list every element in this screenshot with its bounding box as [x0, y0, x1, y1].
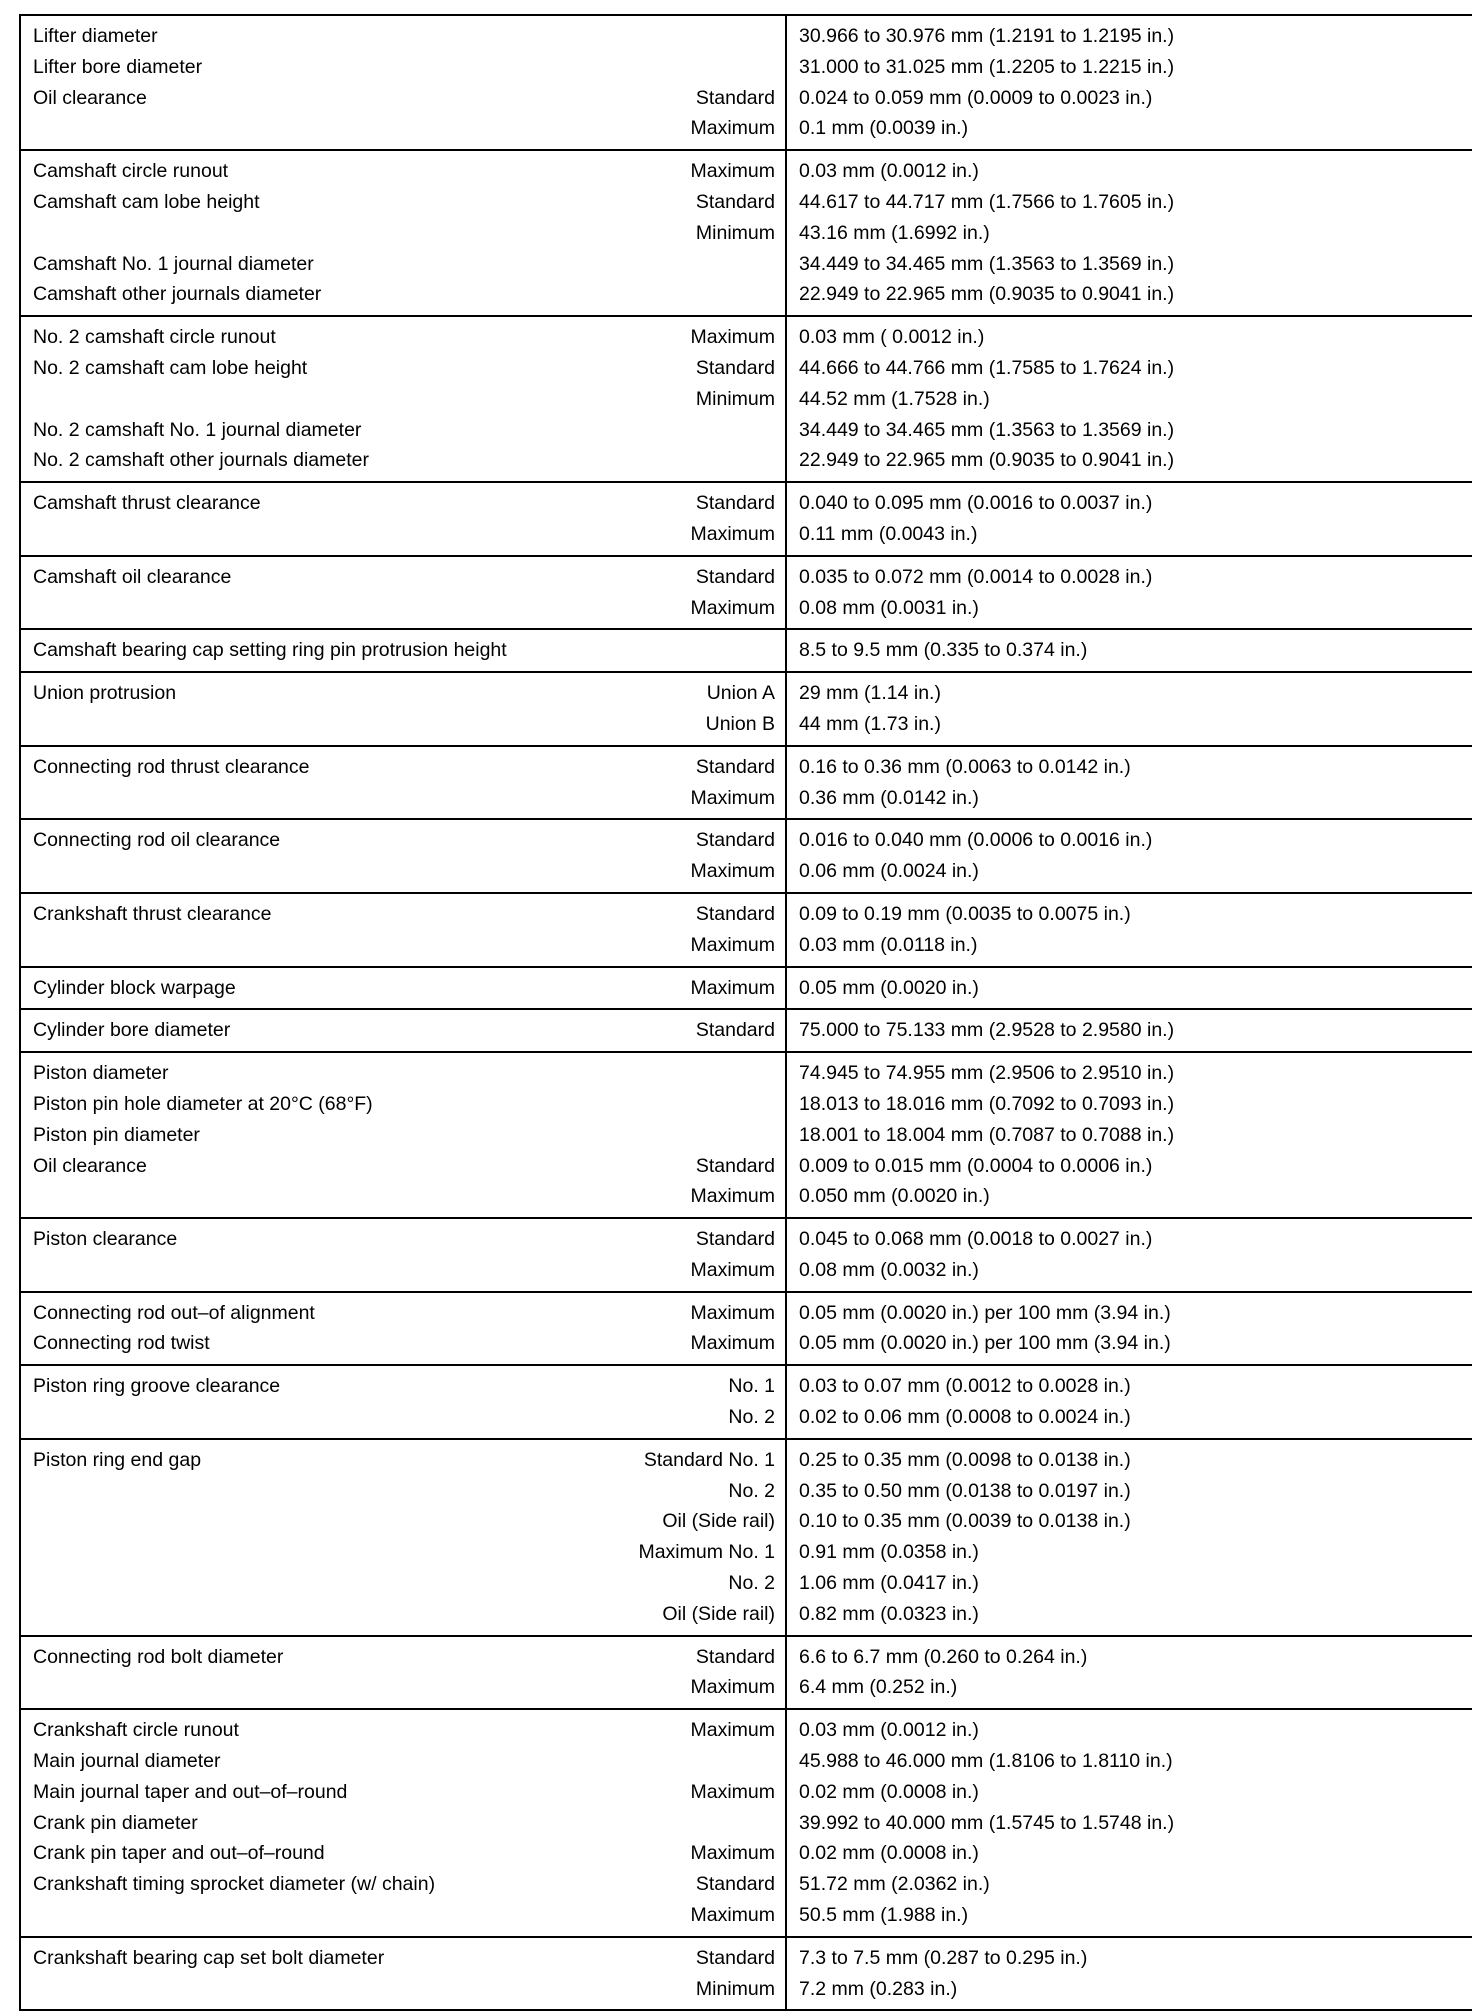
parameter-name: No. 2 camshaft circle runout — [33, 326, 276, 349]
parameter-qualifier: Maximum — [690, 326, 775, 349]
spec-value: 74.945 to 74.955 mm (2.9506 to 2.9510 in.) — [799, 1062, 1175, 1085]
spec-section-row — [20, 1439, 1472, 1636]
spec-parameter-line — [33, 519, 775, 550]
parameter-qualifier — [763, 1089, 775, 1120]
spec-parameter-line — [33, 249, 775, 280]
parameter-name: Camshaft No. 1 journal diameter — [33, 252, 314, 275]
spec-value-cell — [786, 1636, 1472, 1710]
parameter-qualifier: Standard — [695, 492, 775, 515]
parameter-qualifier: Maximum — [690, 860, 775, 883]
spec-value: 0.35 to 0.50 mm (0.0138 to 0.0197 in.) — [799, 1479, 1131, 1502]
parameter-qualifier: Maximum — [690, 1301, 775, 1324]
spec-section-row — [20, 1365, 1472, 1439]
spec-parameter-line — [33, 1371, 775, 1402]
parameter-name: Piston clearance — [33, 1228, 178, 1251]
spec-value: 18.013 to 18.016 mm (0.7092 to 0.7093 in.) — [799, 1092, 1175, 1115]
spec-parameter-line — [33, 1255, 775, 1286]
parameter-qualifier: Standard — [695, 1154, 775, 1177]
parameter-qualifier: Standard — [695, 565, 775, 588]
spec-parameter-cell — [20, 556, 786, 630]
spec-value: 44 mm (1.73 in.) — [799, 712, 941, 735]
parameter-name: Connecting rod twist — [33, 1332, 210, 1355]
spec-parameter-cell — [20, 150, 786, 316]
parameter-name: Piston ring end gap — [33, 1448, 202, 1471]
parameter-qualifier: Maximum — [690, 1185, 775, 1208]
parameter-name: Lifter bore diameter — [33, 55, 203, 78]
spec-parameter-line — [33, 156, 775, 187]
spec-parameter-line — [33, 1328, 775, 1359]
spec-parameter-line — [33, 1402, 775, 1433]
parameter-qualifier: Standard — [695, 356, 775, 379]
spec-parameter-line — [33, 1746, 775, 1777]
parameter-name: Union protrusion — [33, 682, 177, 705]
spec-value: 0.05 mm (0.0020 in.) — [799, 976, 979, 999]
spec-value: 0.25 to 0.35 mm (0.0098 to 0.0138 in.) — [799, 1448, 1131, 1471]
spec-parameter-line — [33, 1151, 775, 1182]
parameter-qualifier: Oil (Side rail) — [662, 1510, 775, 1533]
parameter-name: No. 2 camshaft No. 1 journal diameter — [33, 418, 362, 441]
parameter-qualifier — [763, 1746, 775, 1777]
spec-value: 0.03 mm (0.0118 in.) — [799, 933, 978, 956]
spec-value: 6.4 mm (0.252 in.) — [799, 1676, 958, 1699]
parameter-qualifier: Standard — [695, 1946, 775, 1969]
spec-value-cell — [786, 819, 1472, 893]
spec-section-row — [20, 819, 1472, 893]
parameter-qualifier — [763, 445, 775, 476]
spec-value: 45.988 to 46.000 mm (1.8106 to 1.8110 in.) — [799, 1750, 1173, 1773]
spec-parameter-cell — [20, 629, 786, 672]
spec-value: 0.16 to 0.36 mm (0.0063 to 0.0142 in.) — [799, 755, 1131, 778]
parameter-qualifier: Standard No. 1 — [643, 1448, 775, 1471]
parameter-qualifier: Standard — [695, 86, 775, 109]
parameter-name: No. 2 camshaft cam lobe height — [33, 356, 308, 379]
spec-parameter-cell — [20, 1052, 786, 1218]
parameter-name: Main journal taper and out–of–round — [33, 1780, 348, 1803]
spec-parameter-line — [33, 930, 775, 961]
parameter-name: Piston ring groove clearance — [33, 1375, 281, 1398]
spec-parameter-line — [33, 899, 775, 930]
spec-value: 0.05 mm (0.0020 in.) per 100 mm (3.94 in.) — [799, 1301, 1171, 1324]
parameter-name: Camshaft oil clearance — [33, 565, 232, 588]
spec-parameter-line — [33, 187, 775, 218]
specification-table-body — [20, 15, 1472, 2010]
spec-value: 0.10 to 0.35 mm (0.0039 to 0.0138 in.) — [799, 1510, 1131, 1533]
spec-value: 0.11 mm (0.0043 in.) — [799, 522, 978, 545]
parameter-name: Connecting rod thrust clearance — [33, 755, 310, 778]
spec-value: 0.035 to 0.072 mm (0.0014 to 0.0028 in.) — [799, 565, 1153, 588]
spec-value: 44.617 to 44.717 mm (1.7566 to 1.7605 in.) — [799, 190, 1175, 213]
parameter-qualifier: Maximum — [690, 1258, 775, 1281]
spec-value-cell — [786, 893, 1472, 967]
spec-parameter-cell — [20, 672, 786, 746]
spec-parameter-line — [33, 562, 775, 593]
parameter-qualifier — [763, 279, 775, 310]
spec-parameter-cell — [20, 316, 786, 482]
spec-value-cell — [786, 1365, 1472, 1439]
spec-value: 50.5 mm (1.988 in.) — [799, 1904, 969, 1927]
spec-value: 0.08 mm (0.0032 in.) — [799, 1258, 979, 1281]
spec-parameter-line — [33, 1672, 775, 1703]
parameter-name: Camshaft cam lobe height — [33, 190, 260, 213]
parameter-name: Cylinder block warpage — [33, 976, 236, 999]
spec-parameter-line — [33, 1224, 775, 1255]
spec-parameter-cell — [20, 1937, 786, 2011]
parameter-name: Cylinder bore diameter — [33, 1019, 231, 1042]
spec-value: 0.045 to 0.068 mm (0.0018 to 0.0027 in.) — [799, 1228, 1153, 1251]
spec-parameter-line — [33, 1058, 775, 1089]
spec-value: 0.03 to 0.07 mm (0.0012 to 0.0028 in.) — [799, 1375, 1131, 1398]
spec-value: 22.949 to 22.965 mm (0.9035 to 0.9041 in.) — [799, 449, 1175, 472]
spec-value: 0.03 mm (0.0012 in.) — [799, 160, 979, 183]
spec-value: 30.966 to 30.976 mm (1.2191 to 1.2195 in.) — [799, 25, 1175, 47]
spec-value: 22.949 to 22.965 mm (0.9035 to 0.9041 in.) — [799, 283, 1175, 306]
spec-section-row — [20, 1292, 1472, 1366]
spec-value: 29 mm (1.14 in.) — [799, 682, 941, 705]
spec-section-row — [20, 1709, 1472, 1937]
spec-value-cell — [786, 1292, 1472, 1366]
spec-parameter-line — [33, 488, 775, 519]
parameter-qualifier: Maximum — [690, 117, 775, 140]
spec-value: 0.36 mm (0.0142 in.) — [799, 786, 979, 809]
parameter-name: Piston pin hole diameter at 20°C (68°F) — [33, 1092, 373, 1115]
spec-parameter-cell — [20, 819, 786, 893]
spec-section-row — [20, 746, 1472, 820]
spec-value: 6.6 to 6.7 mm (0.260 to 0.264 in.) — [799, 1645, 1088, 1668]
parameter-qualifier: Standard — [695, 190, 775, 213]
spec-section-row — [20, 1009, 1472, 1052]
spec-parameter-line — [33, 856, 775, 887]
spec-value-cell — [786, 1937, 1472, 2011]
parameter-qualifier: Maximum — [690, 1904, 775, 1927]
spec-value: 0.05 mm (0.0020 in.) per 100 mm (3.94 in.) — [799, 1332, 1171, 1355]
spec-value: 18.001 to 18.004 mm (0.7087 to 0.7088 in.) — [799, 1123, 1175, 1146]
spec-value: 0.016 to 0.040 mm (0.0006 to 0.0016 in.) — [799, 829, 1153, 852]
spec-parameter-line — [33, 322, 775, 353]
parameter-name: Camshaft other journals diameter — [33, 283, 322, 306]
parameter-name: Main journal diameter — [33, 1750, 221, 1773]
spec-value: 51.72 mm (2.0362 in.) — [799, 1873, 990, 1896]
parameter-qualifier — [763, 635, 775, 666]
parameter-qualifier: Standard — [695, 1228, 775, 1251]
spec-value: 0.040 to 0.095 mm (0.0016 to 0.0037 in.) — [799, 492, 1153, 515]
parameter-qualifier: Maximum — [690, 976, 775, 999]
parameter-qualifier: Minimum — [695, 1977, 775, 2000]
spec-section-row — [20, 672, 1472, 746]
spec-value-cell — [786, 746, 1472, 820]
parameter-qualifier: Union A — [706, 682, 775, 705]
spec-value: 1.06 mm (0.0417 in.) — [799, 1572, 979, 1595]
spec-parameter-line — [33, 415, 775, 446]
spec-parameter-cell — [20, 1439, 786, 1636]
parameter-qualifier: Maximum — [690, 1676, 775, 1699]
parameter-qualifier: Standard — [695, 1645, 775, 1668]
parameter-name: Connecting rod bolt diameter — [33, 1645, 284, 1668]
parameter-qualifier: Standard — [695, 902, 775, 925]
spec-value: 75.000 to 75.133 mm (2.9528 to 2.9580 in.) — [799, 1019, 1175, 1042]
spec-section-row — [20, 1052, 1472, 1218]
parameter-qualifier — [763, 52, 775, 83]
spec-section-row — [20, 1636, 1472, 1710]
spec-section-row — [20, 482, 1472, 556]
spec-parameter-line — [33, 445, 775, 476]
parameter-name: No. 2 camshaft other journals diameter — [33, 449, 369, 472]
spec-value: 0.91 mm (0.0358 in.) — [799, 1541, 979, 1564]
parameter-name: Connecting rod out–of alignment — [33, 1301, 315, 1324]
spec-parameter-line — [33, 1777, 775, 1808]
parameter-name: Crankshaft circle runout — [33, 1719, 239, 1742]
parameter-qualifier — [763, 1058, 775, 1089]
spec-parameter-line — [33, 218, 775, 249]
spec-value: 0.06 mm (0.0024 in.) — [799, 860, 979, 883]
spec-parameter-cell — [20, 1709, 786, 1937]
spec-value-cell — [786, 672, 1472, 746]
spec-parameter-line — [33, 1838, 775, 1869]
spec-parameter-line — [33, 1089, 775, 1120]
spec-parameter-line — [33, 635, 775, 666]
parameter-name: Connecting rod oil clearance — [33, 829, 281, 852]
parameter-name: Crankshaft timing sprocket diameter (w/ chain) — [33, 1873, 436, 1896]
spec-parameter-line — [33, 1715, 775, 1746]
parameter-qualifier: Maximum — [690, 1719, 775, 1742]
parameter-qualifier — [763, 1120, 775, 1151]
spec-parameter-line — [33, 83, 775, 114]
spec-value: 31.000 to 31.025 mm (1.2205 to 1.2215 in.) — [799, 55, 1175, 78]
parameter-qualifier: Maximum — [690, 596, 775, 619]
spec-parameter-cell — [20, 967, 786, 1010]
parameter-qualifier: Maximum No. 1 — [638, 1541, 775, 1564]
parameter-qualifier: Maximum — [690, 933, 775, 956]
spec-parameter-line — [33, 1642, 775, 1673]
spec-parameter-cell — [20, 1365, 786, 1439]
spec-parameter-line — [33, 1506, 775, 1537]
spec-parameter-line — [33, 113, 775, 144]
spec-value: 0.1 mm (0.0039 in.) — [799, 117, 969, 140]
spec-value: 0.82 mm (0.0323 in.) — [799, 1602, 979, 1625]
spec-value-cell — [786, 1052, 1472, 1218]
parameter-name: Piston diameter — [33, 1062, 169, 1085]
spec-value: 0.02 mm (0.0008 in.) — [799, 1780, 979, 1803]
spec-value: 34.449 to 34.465 mm (1.3563 to 1.3569 in.) — [799, 252, 1175, 275]
spec-parameter-line — [33, 1943, 775, 1974]
spec-parameter-line — [33, 973, 775, 1004]
spec-parameter-cell — [20, 1292, 786, 1366]
parameter-qualifier — [763, 21, 775, 52]
parameter-name: Oil clearance — [33, 86, 147, 109]
spec-section-row — [20, 1937, 1472, 2011]
parameter-qualifier: Minimum — [695, 387, 775, 410]
spec-parameter-line — [33, 1445, 775, 1476]
spec-section-row — [20, 15, 1472, 150]
parameter-name: Crank pin diameter — [33, 1811, 198, 1834]
spec-parameter-line — [33, 709, 775, 740]
parameter-name: Piston pin diameter — [33, 1123, 200, 1146]
parameter-qualifier: No. 2 — [728, 1572, 775, 1595]
spec-parameter-line — [33, 783, 775, 814]
parameter-name: Oil clearance — [33, 1154, 147, 1177]
spec-parameter-line — [33, 678, 775, 709]
spec-value: 0.09 to 0.19 mm (0.0035 to 0.0075 in.) — [799, 902, 1131, 925]
parameter-qualifier — [763, 1808, 775, 1839]
spec-parameter-cell — [20, 746, 786, 820]
parameter-qualifier — [763, 249, 775, 280]
spec-value: 8.5 to 9.5 mm (0.335 to 0.374 in.) — [799, 639, 1088, 662]
spec-parameter-line — [33, 1974, 775, 2005]
spec-parameter-line — [33, 1181, 775, 1212]
spec-parameter-line — [33, 1869, 775, 1900]
spec-value: 0.08 mm (0.0031 in.) — [799, 596, 979, 619]
spec-parameter-cell — [20, 15, 786, 150]
spec-parameter-cell — [20, 482, 786, 556]
spec-parameter-line — [33, 1120, 775, 1151]
spec-parameter-line — [33, 353, 775, 384]
spec-section-row — [20, 556, 1472, 630]
parameter-name: Camshaft bearing cap setting ring pin protrusion height — [33, 639, 507, 662]
spec-parameter-line — [33, 279, 775, 310]
spec-value-cell — [786, 15, 1472, 150]
spec-parameter-cell — [20, 1009, 786, 1052]
spec-value-cell — [786, 1709, 1472, 1937]
parameter-name: Lifter diameter — [33, 25, 158, 47]
parameter-qualifier: Union B — [705, 712, 775, 735]
spec-value-cell — [786, 556, 1472, 630]
spec-section-row — [20, 967, 1472, 1010]
spec-parameter-line — [33, 1015, 775, 1046]
parameter-qualifier: Maximum — [690, 160, 775, 183]
spec-parameter-line — [33, 593, 775, 624]
spec-section-row — [20, 893, 1472, 967]
spec-parameter-line — [33, 1900, 775, 1931]
spec-parameter-line — [33, 1537, 775, 1568]
parameter-qualifier: No. 1 — [728, 1375, 775, 1398]
spec-value-cell — [786, 1439, 1472, 1636]
parameter-qualifier: Standard — [695, 755, 775, 778]
spec-value: 0.024 to 0.059 mm (0.0009 to 0.0023 in.) — [799, 86, 1153, 109]
spec-section-row — [20, 1218, 1472, 1292]
parameter-qualifier: Maximum — [690, 1780, 775, 1803]
spec-parameter-line — [33, 52, 775, 83]
spec-value: 44.52 mm (1.7528 in.) — [799, 387, 990, 410]
spec-value-cell — [786, 316, 1472, 482]
parameter-qualifier: Standard — [695, 1019, 775, 1042]
spec-value: 44.666 to 44.766 mm (1.7585 to 1.7624 in.) — [799, 356, 1175, 379]
parameter-qualifier: No. 2 — [728, 1406, 775, 1429]
spec-parameter-line — [33, 1476, 775, 1507]
parameter-name: Crankshaft bearing cap set bolt diameter — [33, 1946, 385, 1969]
spec-value: 7.2 mm (0.283 in.) — [799, 1977, 958, 2000]
spec-value-cell — [786, 967, 1472, 1010]
spec-value-cell — [786, 1218, 1472, 1292]
parameter-qualifier: Standard — [695, 1873, 775, 1896]
spec-parameter-line — [33, 1568, 775, 1599]
spec-section-row — [20, 629, 1472, 672]
parameter-qualifier: Maximum — [690, 1842, 775, 1865]
parameter-name: Crankshaft thrust clearance — [33, 902, 272, 925]
parameter-name: Camshaft thrust clearance — [33, 492, 261, 515]
spec-value-cell — [786, 150, 1472, 316]
spec-value-cell — [786, 1009, 1472, 1052]
spec-parameter-cell — [20, 1636, 786, 1710]
spec-value: 43.16 mm (1.6992 in.) — [799, 221, 990, 244]
spec-value-cell — [786, 629, 1472, 672]
spec-value: 0.050 mm (0.0020 in.) — [799, 1185, 990, 1208]
spec-parameter-cell — [20, 893, 786, 967]
parameter-qualifier: Oil (Side rail) — [662, 1602, 775, 1625]
spec-parameter-line — [33, 752, 775, 783]
spec-parameter-line — [33, 1599, 775, 1630]
parameter-qualifier — [763, 415, 775, 446]
spec-section-row — [20, 150, 1472, 316]
spec-value: 0.009 to 0.015 mm (0.0004 to 0.0006 in.) — [799, 1154, 1153, 1177]
parameter-qualifier: Maximum — [690, 522, 775, 545]
spec-value: 7.3 to 7.5 mm (0.287 to 0.295 in.) — [799, 1946, 1088, 1969]
specification-table — [19, 14, 1472, 2011]
parameter-qualifier: Standard — [695, 829, 775, 852]
spec-value: 39.992 to 40.000 mm (1.5745 to 1.5748 in.) — [799, 1811, 1175, 1834]
spec-value: 0.03 mm ( 0.0012 in.) — [799, 326, 985, 349]
parameter-qualifier: Maximum — [690, 1332, 775, 1355]
spec-parameter-line — [33, 21, 775, 52]
parameter-qualifier: Minimum — [695, 221, 775, 244]
spec-parameter-line — [33, 384, 775, 415]
spec-parameter-line — [33, 825, 775, 856]
spec-value: 0.02 to 0.06 mm (0.0008 to 0.0024 in.) — [799, 1406, 1131, 1429]
parameter-name: Crank pin taper and out–of–round — [33, 1842, 325, 1865]
parameter-qualifier: Maximum — [690, 786, 775, 809]
spec-parameter-line — [33, 1808, 775, 1839]
spec-section-row — [20, 316, 1472, 482]
spec-parameter-cell — [20, 1218, 786, 1292]
spec-parameter-line — [33, 1298, 775, 1329]
spec-value-cell — [786, 482, 1472, 556]
spec-value: 0.03 mm (0.0012 in.) — [799, 1719, 979, 1742]
spec-value: 0.02 mm (0.0008 in.) — [799, 1842, 979, 1865]
spec-value: 34.449 to 34.465 mm (1.3563 to 1.3569 in.) — [799, 418, 1175, 441]
parameter-name: Camshaft circle runout — [33, 160, 229, 183]
parameter-qualifier: No. 2 — [728, 1479, 775, 1502]
